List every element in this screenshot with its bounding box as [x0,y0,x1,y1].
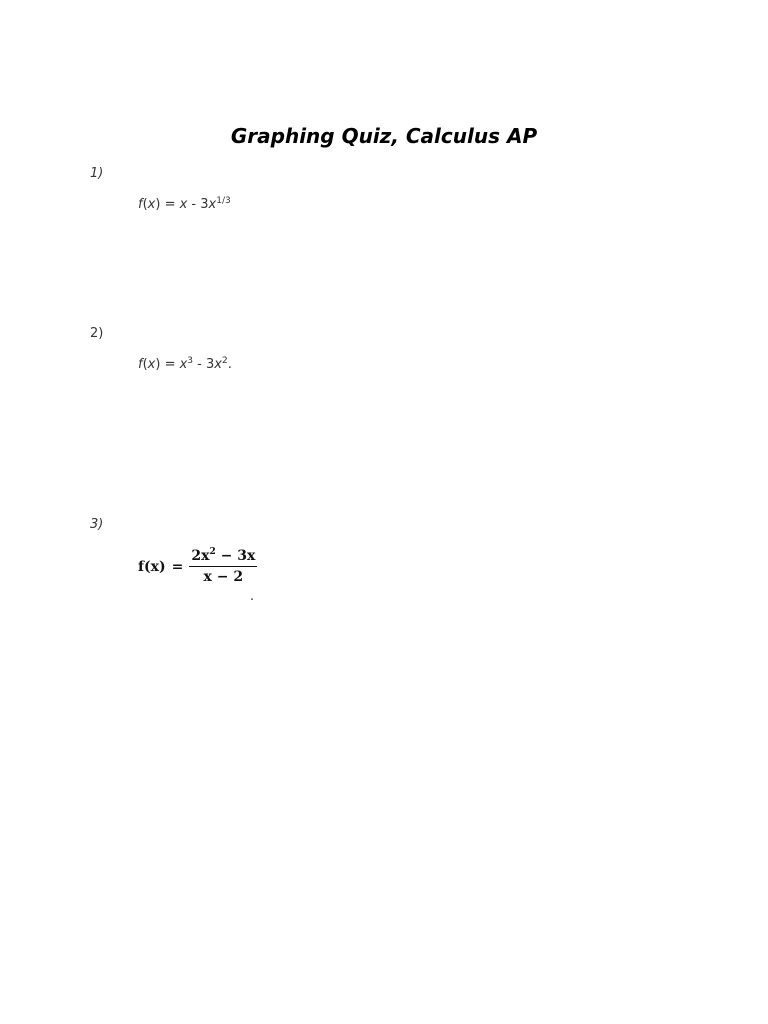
exponent: 2 [209,547,216,557]
denominator: x − 2 [203,569,244,585]
numerator [189,548,257,567]
trailing-period: . [250,589,255,604]
question-1-expression [138,197,231,212]
equals: = [171,558,184,575]
variable: x [147,357,156,372]
variable: x [179,357,188,372]
operator-term: - 3 [187,197,209,212]
exponent: 2 [221,356,228,366]
function-name: f [138,197,143,212]
operator-term: - 3 [193,357,215,372]
question-2-number: 2) [90,326,104,341]
question-3-number: 3) [90,517,104,532]
function-lhs: f(x) [138,558,166,575]
variable: x [147,197,156,212]
fraction [189,548,257,585]
equals: ) = [155,357,180,372]
variable: x [179,197,188,212]
variable: x [208,197,217,212]
paren-open: ( [142,197,148,212]
question-1-number: 1) [90,166,104,181]
variable: x [214,357,222,372]
exponent: 3 [187,356,194,366]
paren-open: ( [142,357,148,372]
question-3-expression [138,548,257,585]
numerator-term: 2x [191,548,210,564]
exponent: 1/3 [216,196,231,206]
period: . [227,357,232,372]
question-2-expression [138,357,232,372]
equals: ) = [155,197,180,212]
numerator-term: − 3x [215,548,256,564]
page-title: Graphing Quiz, Calculus AP [230,124,538,148]
function-name: f [138,357,143,372]
